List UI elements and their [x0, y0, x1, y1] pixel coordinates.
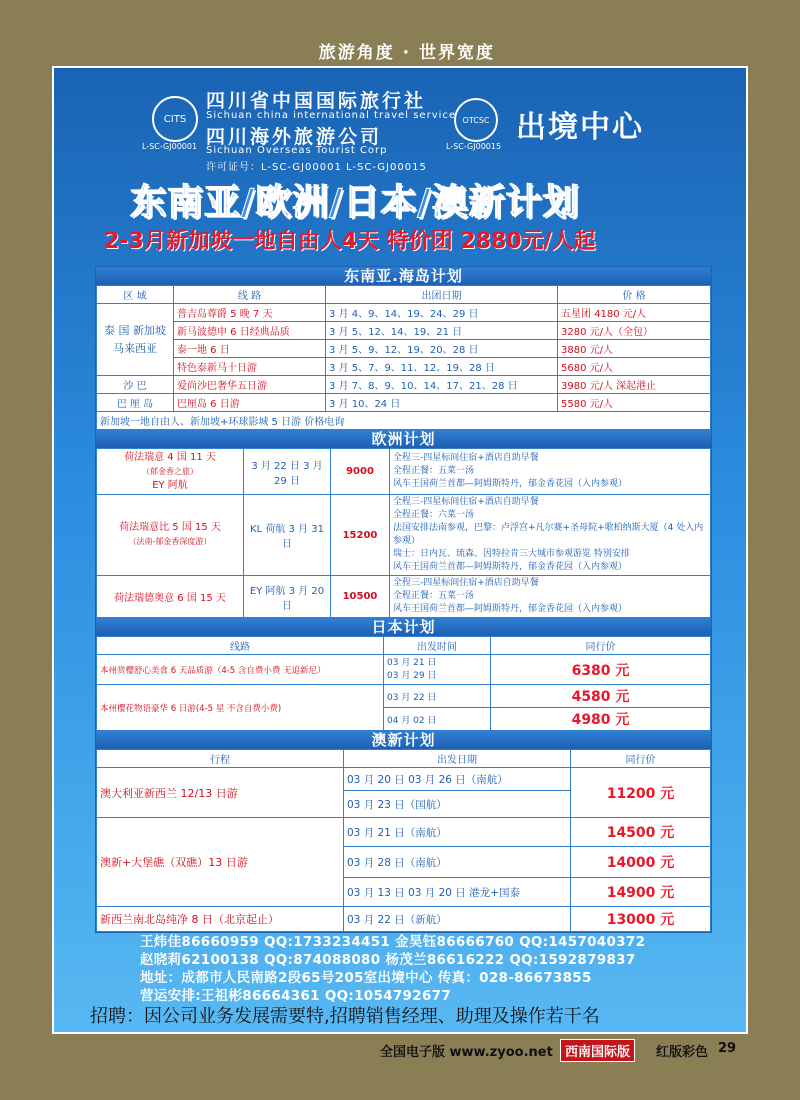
price-cell: 3880 元/人 [558, 340, 711, 358]
japan-price: 6380 元 [491, 655, 711, 685]
otcsc-code: L-SC-GJ00015 [446, 142, 502, 151]
aus-price: 13000 元 [571, 907, 711, 932]
otcsc-logo: OTCSC [454, 98, 498, 142]
table-row [97, 655, 711, 685]
table-row [97, 768, 711, 791]
aus-header: 行程 [97, 750, 344, 768]
aus-dates: 03 月 21 日（南航） [344, 818, 571, 847]
dates-cell: 3 月 5、7、9、11、12、19、28 日 [326, 358, 558, 376]
route-cell: 新马波德申 6 日经典品质 [174, 322, 326, 340]
footer-magazine: 红版彩色 [656, 1045, 709, 1060]
table-row [97, 304, 711, 322]
table-row [97, 818, 711, 847]
dates-cell: 3 月 5、9、12、19、20、28 日 [326, 340, 558, 358]
sea-header: 价 格 [558, 286, 711, 304]
japan-route: 本州樱花物语豪华 6 日游(4-5 星 不含自费小费) [97, 685, 384, 731]
aus-bar: 澳新计划 [96, 731, 711, 749]
japan-dates: 03 月 21 日 03 月 29 日 [384, 655, 491, 685]
page-number: 29 [718, 1041, 737, 1056]
route-cell: 泰一地 6 日 [174, 340, 326, 358]
aus-header: 同行价 [571, 750, 711, 768]
aus-price: 11200 元 [571, 768, 711, 818]
aus-route: 新西兰南北岛纯净 8 日（北京起止） [97, 907, 344, 932]
aus-route: 澳新+大堡礁（双礁）13 日游 [97, 818, 344, 907]
subtitle: 2-3月新加坡一地自由人4天 特价团 2880元/人起 [104, 229, 596, 254]
route-cell: 普吉岛尊爵 5 晚 7 天 [174, 304, 326, 322]
europe-route: 荷法瑞德奥意 6 国 15 天 [97, 576, 244, 618]
department-title: 出境中心 [516, 110, 644, 145]
europe-dates: 3 月 22 日 3 月 29 日 [244, 449, 331, 495]
aus-dates: 03 月 20 日 03 月 26 日（南航） [344, 768, 571, 791]
sea-table [96, 285, 711, 430]
japan-table [96, 636, 711, 731]
region-cell: 巴 厘 岛 [97, 394, 174, 412]
europe-dates: EY 阿航 3 月 20 日 [244, 576, 331, 618]
route-cell: 爱尚沙巴奢华五日游 [174, 376, 326, 394]
cits-code: L-SC-GJ00001 [142, 142, 198, 151]
table-row [97, 358, 711, 376]
dates-cell: 3 月 4、9、14、19、24、29 日 [326, 304, 558, 322]
sea-note: 新加坡一地自由人、新加坡+环球影城 5 日游 价格电询 [97, 412, 711, 430]
table-row [97, 449, 711, 495]
region-cell: 泰 国 新加坡 马来西亚 [97, 304, 174, 376]
sea-header: 线 路 [174, 286, 326, 304]
header-slogan: 旅游角度 · 世界宽度 [318, 43, 495, 63]
japan-route: 本州赏樱舒心美食 6 天品质游（4-5 含自费小费 无追新尼） [97, 655, 384, 685]
table-row [97, 412, 711, 430]
table-row [97, 322, 711, 340]
aus-price: 14500 元 [571, 818, 711, 847]
company-cn-name-2: 四川海外旅游公司 [206, 126, 383, 148]
table-row [97, 340, 711, 358]
company-cn-name-1: 四川省中国国际旅行社 [206, 90, 427, 112]
table-row [97, 907, 711, 932]
price-cell: 五星团 4180 元/人 [558, 304, 711, 322]
footer-section: 西南国际版 [560, 1039, 635, 1062]
japan-header: 出发时间 [384, 637, 491, 655]
route-cell: 特色泰新马十日游 [174, 358, 326, 376]
aus-price: 14900 元 [571, 878, 711, 907]
cits-logo: CITS [152, 96, 198, 142]
contact-line-2: 赵晓莉62100138 QQ:874088080 杨茂兰86616222 QQ:1592879837 [140, 952, 636, 968]
europe-items: 全程三-四星标间住宿+酒店自助早餐 全程正餐：六菜一汤 法国安排法南参观，巴黎：卢浮宫+凡尔赛+圣母院+歌柏纳斯大厦（4 处入内参观） 瑞士：日内瓦、琉森、因特拉肯三大城市参观游览 特别安排 风车王国荷兰首都—阿姆斯特丹，郁金香花园（入内参观） [390, 495, 711, 576]
aus-table [96, 749, 711, 932]
dates-cell: 3 月 10、24 日 [326, 394, 558, 412]
aus-dates: 03 月 13 日 03 月 20 日 港龙+国泰 [344, 878, 571, 907]
contact-address: 地址：成都市人民南路2段65号205室出境中心 传真：028-86673855 [140, 970, 592, 986]
sea-panel [95, 266, 712, 933]
company-en-name-1: Sichuan china international travel service [206, 110, 457, 121]
sea-bar: 东南亚.海岛计划 [96, 267, 711, 285]
europe-price: 9000 [331, 449, 390, 495]
japan-price: 4580 元 [491, 685, 711, 708]
sea-header: 区 域 [97, 286, 174, 304]
japan-header: 线路 [97, 637, 384, 655]
europe-items: 全程三-四星标间住宿+酒店自助早餐 全程正餐：五菜一汤 风车王国荷兰首都—阿姆斯特丹，郁金香花园（入内参观） [390, 576, 711, 618]
aus-price: 14000 元 [571, 847, 711, 878]
footer-web: 全国电子版 www.zyoo.net [380, 1045, 553, 1060]
japan-price: 4980 元 [491, 708, 711, 731]
table-row [97, 394, 711, 412]
region-cell: 沙 巴 [97, 376, 174, 394]
contact-line-1: 王炜佳86660959 QQ:1733234451 金昊钰86666760 QQ:1457040372 [140, 934, 646, 950]
company-en-name-2: Sichuan Overseas Tourist Corp [206, 145, 388, 156]
table-row [97, 495, 711, 576]
table-row [97, 376, 711, 394]
aus-dates: 03 月 23 日（国航） [344, 791, 571, 818]
europe-route: 荷法瑞意 4 国 11 天 （郁金香之旅） EY 阿航 [97, 449, 244, 495]
europe-price: 15200 [331, 495, 390, 576]
price-cell: 3280 元/人（全包） [558, 322, 711, 340]
price-cell: 3980 元/人 深起港止 [558, 376, 711, 394]
japan-header: 同行价 [491, 637, 711, 655]
dates-cell: 3 月 7、8、9、10、14、17、21、28 日 [326, 376, 558, 394]
europe-table [96, 448, 711, 618]
aus-dates: 03 月 28 日（南航） [344, 847, 571, 878]
table-row [97, 576, 711, 618]
europe-route: 荷法瑞意比 5 国 15 天 （法南-郁金香深度游） [97, 495, 244, 576]
route-cell: 巴厘岛 6 日游 [174, 394, 326, 412]
europe-bar: 欧洲计划 [96, 430, 711, 448]
contact-operations: 营运安排:王祖彬86664361 QQ:1054792677 [140, 988, 452, 1004]
main-title: 东南亚/欧洲/日本/澳新计划 [130, 182, 580, 223]
europe-dates: KL 荷航 3 月 31 日 [244, 495, 331, 576]
japan-dates: 04 月 02 日 [384, 708, 491, 731]
japan-bar: 日本计划 [96, 618, 711, 636]
recruit-notice: 招聘：因公司业务发展需要特,招聘销售经理、助理及操作若干名 [90, 1006, 600, 1027]
europe-items: 全程三-四星标间住宿+酒店自助早餐 全程正餐：五菜一汤 风车王国荷兰首都—阿姆斯特丹，郁金香花园（入内参观） [390, 449, 711, 495]
japan-dates: 03 月 22 日 [384, 685, 491, 708]
europe-price: 10500 [331, 576, 390, 618]
aus-route: 澳大利亚新西兰 12/13 日游 [97, 768, 344, 818]
aus-dates: 03 月 22 日（新航） [344, 907, 571, 932]
table-row [97, 685, 711, 708]
dates-cell: 3 月 5、12、14、19、21 日 [326, 322, 558, 340]
license-number: 许可证号：L-SC-GJ00001 L-SC-GJ00015 [206, 162, 427, 173]
sea-header: 出团日期 [326, 286, 558, 304]
price-cell: 5680 元/人 [558, 358, 711, 376]
price-cell: 5580 元/人 [558, 394, 711, 412]
aus-header: 出发日期 [344, 750, 571, 768]
